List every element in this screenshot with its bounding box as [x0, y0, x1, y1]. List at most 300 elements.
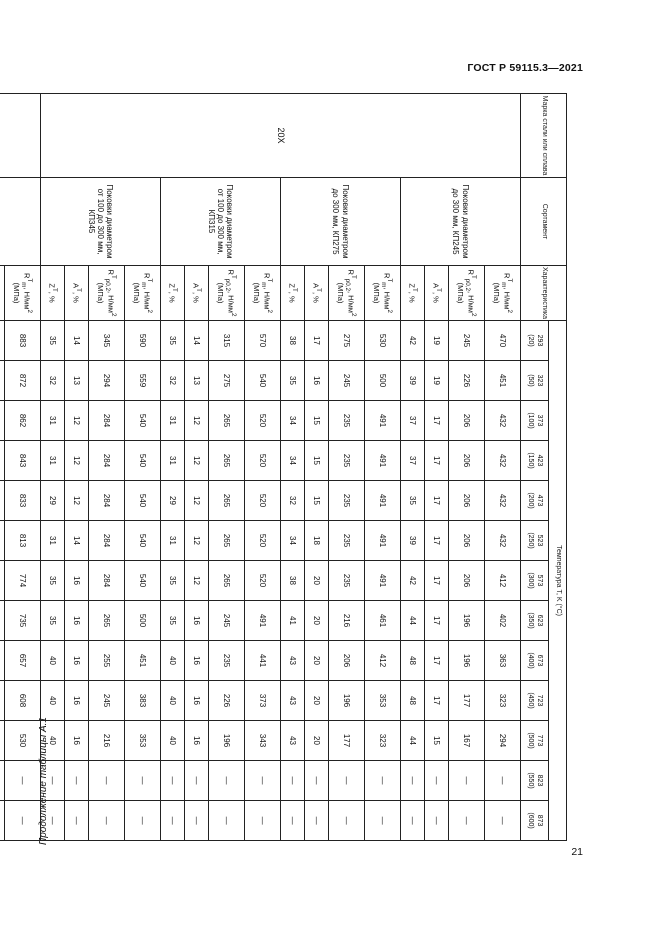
value-cell: 245	[449, 321, 485, 361]
header-assortment: Сортамент	[521, 178, 567, 266]
value-cell: —	[485, 801, 521, 841]
temp-celsius: (50)	[527, 374, 535, 387]
value-cell	[0, 601, 5, 641]
characteristic-a	[185, 266, 209, 321]
value-cell: 491	[365, 481, 401, 521]
value-cell: 15	[425, 721, 449, 761]
temp-celsius: (450)	[527, 692, 535, 709]
value-cell: 17	[425, 641, 449, 681]
value-cell: 323	[485, 681, 521, 721]
value-cell: 12	[65, 481, 89, 521]
char-sub: p0,2	[104, 278, 112, 291]
value-cell: 608	[5, 681, 41, 721]
char-unit-mpa: (МПа)	[456, 282, 466, 304]
value-cell: 315	[209, 321, 245, 361]
value-cell: —	[329, 761, 365, 801]
char-unit-sq: 2	[350, 312, 358, 317]
value-cell: 37	[401, 441, 425, 481]
assortment-cell: Поковки диаметром от 100 до 300 мм, КП315	[161, 178, 281, 266]
value-cell: —	[329, 801, 365, 841]
value-cell: 345	[89, 321, 125, 361]
value-cell: —	[281, 761, 305, 801]
value-cell: 520	[245, 401, 281, 441]
value-cell: 833	[5, 481, 41, 521]
value-cell: 31	[161, 401, 185, 441]
temp-kelvin: 773	[535, 734, 543, 747]
char-unit-sq: 2	[470, 312, 478, 317]
value-cell: 15	[305, 481, 329, 521]
value-cell: 34	[281, 441, 305, 481]
char-unit-sq: 2	[230, 312, 238, 317]
value-cell: 500	[125, 601, 161, 641]
value-cell: 35	[41, 561, 65, 601]
temp-kelvin: 623	[535, 614, 543, 627]
value-cell: 353	[125, 721, 161, 761]
value-cell: 31	[41, 521, 65, 561]
char-unit-sq: 2	[26, 309, 34, 313]
value-cell: 530	[365, 321, 401, 361]
char-sub: m	[20, 282, 28, 288]
value-cell: 491	[365, 521, 401, 561]
temp-kelvin: 473	[535, 494, 543, 507]
temp-kelvin: 523	[535, 534, 543, 547]
temp-header-12	[521, 801, 549, 841]
value-cell: 235	[329, 441, 365, 481]
temp-kelvin: 423	[535, 454, 543, 467]
value-cell: 17	[425, 481, 449, 521]
char-symbol: R	[346, 269, 356, 275]
char-symbol: Z	[287, 283, 297, 288]
char-unit: , %	[167, 291, 177, 303]
char-sup: T	[146, 278, 154, 283]
char-unit: , Н/мм	[466, 290, 476, 313]
value-cell: 540	[245, 361, 281, 401]
value-cell: 451	[485, 361, 521, 401]
value-cell: 657	[5, 641, 41, 681]
value-cell: 17	[425, 681, 449, 721]
char-sup: T	[291, 287, 299, 292]
char-unit: , %	[311, 292, 321, 303]
temp-header-9	[521, 681, 549, 721]
value-cell: 17	[425, 561, 449, 601]
value-cell: 16	[185, 721, 209, 761]
table-row	[245, 94, 281, 841]
value-cell: —	[89, 761, 125, 801]
value-cell	[0, 801, 5, 841]
char-unit: , %	[407, 291, 417, 303]
value-cell: 491	[365, 561, 401, 601]
value-cell: —	[5, 801, 41, 841]
char-sub: p0,2	[344, 278, 352, 291]
value-cell: —	[65, 761, 89, 801]
char-sup: T	[350, 274, 358, 279]
char-sup: T	[506, 278, 514, 283]
char-sup: T	[171, 287, 179, 292]
value-cell: 31	[161, 441, 185, 481]
value-cell: —	[161, 761, 185, 801]
characteristic-a	[425, 266, 449, 321]
value-cell: 43	[281, 641, 305, 681]
value-cell: —	[365, 761, 401, 801]
char-unit: , %	[431, 292, 441, 303]
value-cell: 44	[401, 721, 425, 761]
temp-celsius: (200)	[527, 492, 535, 509]
value-cell: 520	[245, 481, 281, 521]
value-cell: 470	[485, 321, 521, 361]
char-unit-sq: 2	[386, 309, 394, 313]
char-sup: T	[195, 288, 203, 292]
value-cell: 284	[89, 481, 125, 521]
char-sup: T	[386, 278, 394, 283]
temp-header-8	[521, 641, 549, 681]
value-cell: 843	[5, 441, 41, 481]
char-symbol: R	[466, 269, 476, 275]
value-cell	[0, 521, 5, 561]
value-cell: 235	[329, 521, 365, 561]
temp-header-3	[521, 441, 549, 481]
value-cell: 206	[449, 441, 485, 481]
value-cell: —	[209, 801, 245, 841]
char-sup: T	[266, 278, 274, 283]
char-symbol: A	[71, 283, 81, 289]
value-cell: 44	[401, 601, 425, 641]
value-cell: 40	[41, 721, 65, 761]
char-unit: , %	[287, 291, 297, 303]
temp-header-0	[521, 321, 549, 361]
value-cell: 275	[209, 361, 245, 401]
temp-kelvin: 573	[535, 574, 543, 587]
temp-kelvin: 323	[535, 374, 543, 387]
value-cell: 12	[65, 401, 89, 441]
char-unit-mpa: (МПа)	[336, 282, 346, 304]
char-sup: T	[230, 274, 238, 279]
value-cell: 412	[365, 641, 401, 681]
value-cell: 520	[245, 561, 281, 601]
value-cell: 196	[209, 721, 245, 761]
temp-kelvin: 673	[535, 654, 543, 667]
value-cell: 20	[305, 561, 329, 601]
value-cell: 32	[161, 361, 185, 401]
value-cell: 17	[425, 601, 449, 641]
value-cell: 226	[209, 681, 245, 721]
value-cell: 862	[5, 401, 41, 441]
value-cell: 38	[281, 321, 305, 361]
temp-header-6	[521, 561, 549, 601]
value-cell: 167	[449, 721, 485, 761]
value-cell: 813	[5, 521, 41, 561]
value-cell: 491	[365, 401, 401, 441]
value-cell: 42	[401, 561, 425, 601]
value-cell: 40	[41, 641, 65, 681]
value-cell: —	[425, 801, 449, 841]
value-cell: —	[41, 801, 65, 841]
temp-celsius: (400)	[527, 652, 535, 669]
table-row	[485, 94, 521, 841]
value-cell: 235	[329, 561, 365, 601]
value-cell: 16	[185, 601, 209, 641]
value-cell: 540	[125, 521, 161, 561]
page-number: 21	[571, 846, 583, 858]
value-cell: 235	[329, 401, 365, 441]
value-cell: —	[89, 801, 125, 841]
characteristic-rm	[485, 266, 521, 321]
value-cell: 32	[41, 361, 65, 401]
value-cell: 530	[5, 721, 41, 761]
value-cell: 31	[41, 401, 65, 441]
char-unit: , Н/мм	[382, 287, 392, 310]
temp-celsius: (100)	[527, 412, 535, 429]
value-cell: 294	[89, 361, 125, 401]
char-sup: T	[51, 287, 59, 292]
grade-cell: 20Х	[41, 94, 521, 178]
char-unit: , Н/мм	[106, 290, 116, 313]
value-cell: 15	[305, 441, 329, 481]
value-cell: 570	[245, 321, 281, 361]
value-cell: 383	[125, 681, 161, 721]
value-cell: —	[209, 761, 245, 801]
header-temperature: Температура T, K (°C)	[549, 321, 567, 841]
char-sup: T	[435, 288, 443, 292]
value-cell: 34	[281, 521, 305, 561]
value-cell: 206	[449, 561, 485, 601]
characteristic-rp	[209, 266, 245, 321]
temp-header-5	[521, 521, 549, 561]
value-cell: 12	[185, 521, 209, 561]
value-cell: —	[161, 801, 185, 841]
value-cell: —	[425, 761, 449, 801]
char-unit-sq: 2	[110, 312, 118, 317]
value-cell: 16	[305, 361, 329, 401]
value-cell: 40	[161, 721, 185, 761]
value-cell: 177	[449, 681, 485, 721]
temp-celsius: (550)	[527, 772, 535, 789]
value-cell: —	[401, 761, 425, 801]
char-sup: T	[411, 287, 419, 292]
value-cell: 12	[185, 401, 209, 441]
value-cell: 12	[65, 441, 89, 481]
value-cell: 206	[329, 641, 365, 681]
char-unit: , Н/мм	[142, 287, 152, 310]
characteristic-a	[305, 266, 329, 321]
table-caption: Продолжение таблицы А.1	[38, 717, 49, 845]
char-sub: m	[140, 282, 148, 288]
value-cell: 284	[89, 401, 125, 441]
char-unit-mpa: (МПа)	[372, 282, 382, 304]
value-cell: 540	[125, 561, 161, 601]
value-cell: 12	[185, 481, 209, 521]
value-cell: 14	[65, 521, 89, 561]
value-cell: 17	[305, 321, 329, 361]
value-cell: 39	[401, 521, 425, 561]
characteristic-rp	[89, 266, 125, 321]
char-unit: , Н/мм	[502, 287, 512, 310]
value-cell: 559	[125, 361, 161, 401]
value-cell	[0, 321, 5, 361]
value-cell: 265	[209, 401, 245, 441]
char-symbol: R	[502, 273, 512, 279]
value-cell: 373	[245, 681, 281, 721]
grade-cell	[0, 94, 41, 178]
value-cell: 412	[485, 561, 521, 601]
characteristic-z	[41, 266, 65, 321]
value-cell: 353	[365, 681, 401, 721]
char-unit-mpa: (МПа)	[492, 282, 502, 304]
value-cell: 432	[485, 441, 521, 481]
characteristic-rm	[125, 266, 161, 321]
char-sub: p0,2	[224, 278, 232, 291]
table-row	[125, 94, 161, 841]
value-cell: 226	[449, 361, 485, 401]
value-cell: 37	[401, 401, 425, 441]
table-row	[5, 94, 41, 841]
temp-kelvin: 723	[535, 694, 543, 707]
char-unit-sq: 2	[266, 309, 274, 313]
value-cell: 872	[5, 361, 41, 401]
assortment-cell: Поковки диаметром от 100 до 300 мм, КП345	[41, 178, 161, 266]
char-sub: m	[260, 282, 268, 288]
value-cell: —	[245, 761, 281, 801]
value-cell: 265	[89, 601, 125, 641]
value-cell: 14	[65, 321, 89, 361]
value-cell: 15	[305, 401, 329, 441]
temp-celsius: (600)	[527, 812, 535, 829]
assortment-cell: Поковки диаметром до 300 мм, КП275	[281, 178, 401, 266]
char-symbol: R	[22, 273, 32, 279]
value-cell: 216	[329, 601, 365, 641]
value-cell: 43	[281, 681, 305, 721]
value-cell: 491	[365, 441, 401, 481]
value-cell: 34	[281, 401, 305, 441]
characteristic-rp	[329, 266, 365, 321]
assortment-cell: Поковки диаметром до 300 мм, КП245	[401, 178, 521, 266]
temp-header-11	[521, 761, 549, 801]
value-cell	[0, 361, 5, 401]
value-cell: 20	[305, 641, 329, 681]
value-cell: 216	[89, 721, 125, 761]
char-unit-sq: 2	[146, 309, 154, 313]
value-cell: 461	[365, 601, 401, 641]
value-cell	[0, 441, 5, 481]
value-cell	[0, 481, 5, 521]
char-unit: , Н/мм	[22, 287, 32, 310]
temp-header-2	[521, 401, 549, 441]
value-cell	[0, 401, 5, 441]
temp-header-1	[521, 361, 549, 401]
properties-table	[0, 93, 567, 841]
char-sub: m	[380, 282, 388, 288]
value-cell: 206	[449, 521, 485, 561]
char-symbol: R	[106, 269, 116, 275]
char-sub: p0,2	[464, 278, 472, 291]
char-unit-mpa: (МПа)	[96, 282, 106, 304]
value-cell: 540	[125, 401, 161, 441]
value-cell: 17	[425, 401, 449, 441]
value-cell: 31	[41, 441, 65, 481]
value-cell: 35	[161, 321, 185, 361]
char-unit: , %	[71, 292, 81, 303]
value-cell: 16	[65, 641, 89, 681]
characteristic-rp	[0, 266, 5, 321]
value-cell: 40	[41, 681, 65, 721]
value-cell: —	[305, 761, 329, 801]
value-cell: 19	[425, 361, 449, 401]
characteristic-rm	[245, 266, 281, 321]
value-cell: 245	[329, 361, 365, 401]
value-cell: 13	[65, 361, 89, 401]
value-cell: 294	[485, 721, 521, 761]
value-cell: 19	[425, 321, 449, 361]
value-cell: 520	[245, 521, 281, 561]
value-cell: 12	[185, 441, 209, 481]
assortment-cell	[0, 178, 41, 266]
value-cell: 590	[125, 321, 161, 361]
value-cell: 16	[185, 641, 209, 681]
value-cell: 14	[185, 321, 209, 361]
value-cell: 29	[161, 481, 185, 521]
char-sup: T	[315, 288, 323, 292]
value-cell: 35	[401, 481, 425, 521]
temp-celsius: (150)	[527, 452, 535, 469]
value-cell: 20	[305, 601, 329, 641]
value-cell: —	[305, 801, 329, 841]
value-cell: 18	[305, 521, 329, 561]
char-unit: , Н/мм	[226, 290, 236, 313]
value-cell: 20	[305, 681, 329, 721]
value-cell: 48	[401, 681, 425, 721]
value-cell: 245	[89, 681, 125, 721]
temp-celsius: (300)	[527, 572, 535, 589]
value-cell: 16	[65, 721, 89, 761]
value-cell: 343	[245, 721, 281, 761]
temp-kelvin: 873	[535, 814, 543, 827]
characteristic-z	[161, 266, 185, 321]
value-cell: —	[185, 801, 209, 841]
char-symbol: Z	[407, 283, 417, 288]
temp-kelvin: 293	[535, 334, 543, 347]
char-symbol: Z	[167, 283, 177, 288]
char-symbol: A	[191, 283, 201, 289]
value-cell: 540	[125, 441, 161, 481]
characteristic-rp	[449, 266, 485, 321]
temp-header-7	[521, 601, 549, 641]
value-cell: 16	[65, 601, 89, 641]
char-unit-mpa: (МПа)	[132, 282, 142, 304]
value-cell: —	[485, 761, 521, 801]
value-cell: 38	[281, 561, 305, 601]
value-cell: 41	[281, 601, 305, 641]
char-symbol: Z	[47, 283, 57, 288]
value-cell: 275	[329, 321, 365, 361]
value-cell: 520	[245, 441, 281, 481]
value-cell: 196	[449, 601, 485, 641]
value-cell: 441	[245, 641, 281, 681]
value-cell	[0, 641, 5, 681]
value-cell: 35	[281, 361, 305, 401]
char-sup: T	[470, 274, 478, 279]
value-cell: —	[449, 801, 485, 841]
char-sup: T	[26, 278, 34, 283]
value-cell: —	[5, 761, 41, 801]
value-cell: 432	[485, 401, 521, 441]
value-cell: 363	[485, 641, 521, 681]
header-characteristic: Характеристика	[521, 266, 567, 321]
value-cell: 35	[41, 321, 65, 361]
value-cell: 177	[329, 721, 365, 761]
value-cell: 432	[485, 481, 521, 521]
value-cell: 16	[65, 681, 89, 721]
value-cell: —	[449, 761, 485, 801]
value-cell: 265	[209, 561, 245, 601]
